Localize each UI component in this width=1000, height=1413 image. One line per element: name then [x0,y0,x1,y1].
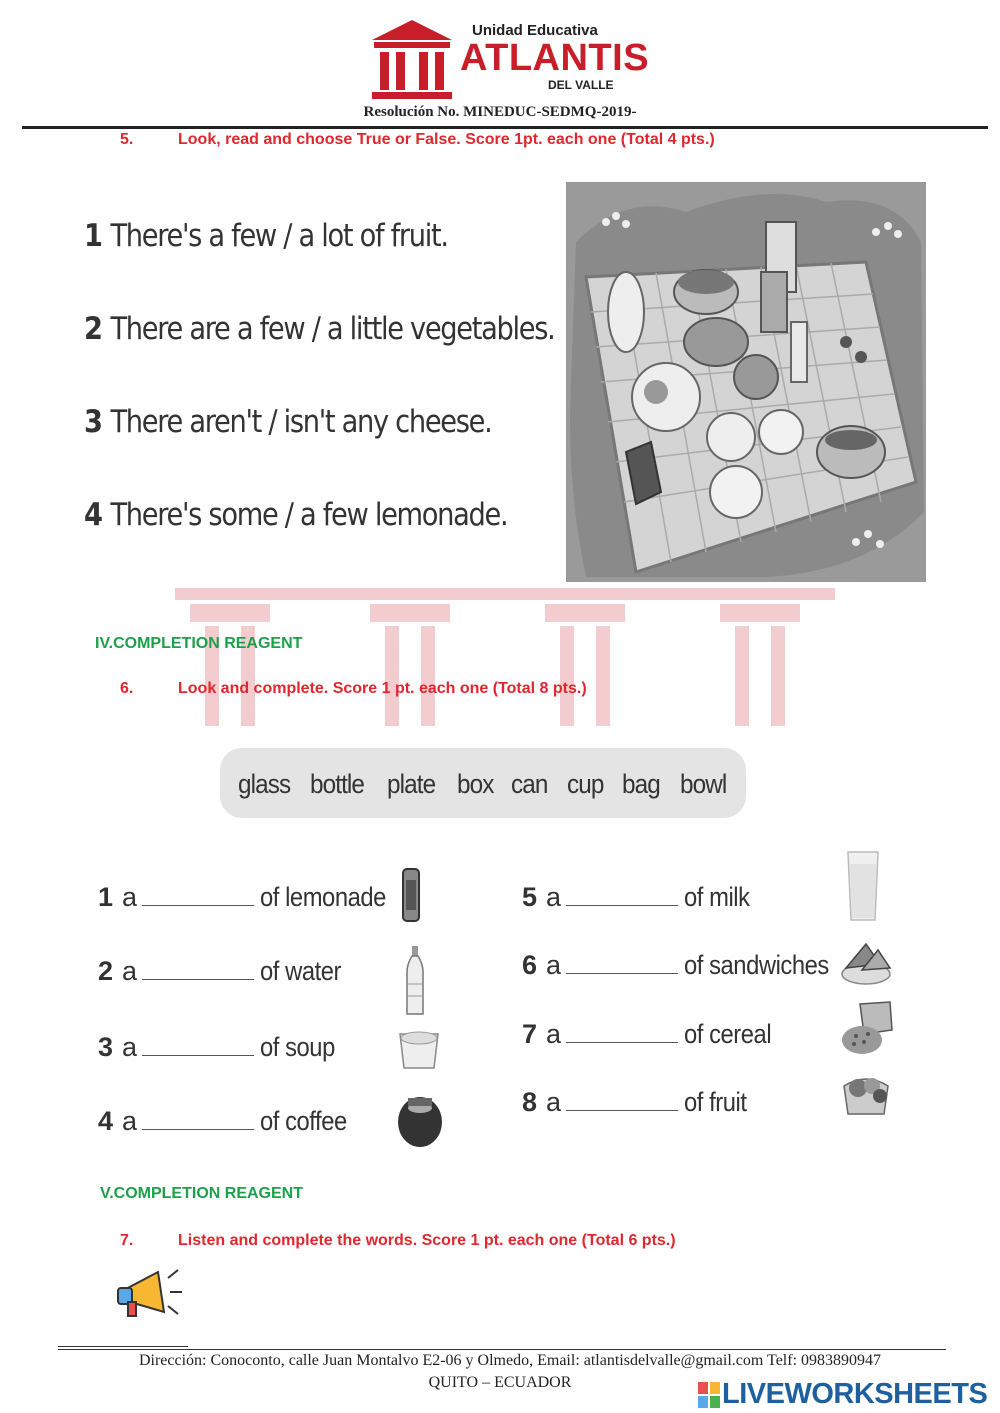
school-subname: DEL VALLE [548,78,614,92]
header-divider [22,126,988,129]
completion-item-1 [98,882,403,913]
sentence-text: There are a few / a little vegetables. [110,311,555,347]
item-article: a [546,1019,561,1049]
item-number: 7 [522,1019,537,1049]
section-4-title: IV.COMPLETION REAGENT [95,635,303,652]
item-article: a [122,1106,137,1136]
item-number: 6 [522,950,537,980]
school-type: Unidad Educativa [472,22,598,39]
completion-item-2 [98,956,352,987]
exercise-5-text: Look, read and choose True or False. Score 1pt. each one (Total 4 pts.) [178,131,715,148]
megaphone-icon[interactable] [114,1262,184,1324]
bottle-icon [404,944,426,1018]
answer-blank-1[interactable] [142,885,254,906]
exercise-6-instruction [120,680,587,698]
answer-blank-3[interactable] [142,1035,254,1056]
item-article: a [122,1032,137,1062]
exercise-6-text: Look and complete. Score 1 pt. each one (Total 8 pts.) [178,680,587,697]
sentence-text: There's some / a few lemonade. [110,497,508,533]
word-bank-item: box [457,769,494,799]
exercise-6-number: 6. [120,680,134,697]
item-phrase: of coffee [260,1106,347,1136]
item-phrase: of cereal [684,1019,772,1049]
word-bank-item: can [511,769,548,799]
liveworksheets-brand[interactable]: LIVEWORKSHEETS [722,1378,988,1410]
exercise-7-instruction [120,1232,676,1250]
liveworksheets-logo-icon [697,1381,721,1409]
completion-item-6 [522,950,849,981]
exercise-5-instruction [120,131,715,149]
can-icon [400,866,422,924]
exercise-7-text: Listen and complete the words. Score 1 pt. each one (Total 6 pts.) [178,1232,676,1249]
sentence-2 [84,311,555,347]
school-name: ATLANTIS [460,37,650,79]
sentence-number: 1 [84,218,102,254]
item-phrase: of soup [260,1032,335,1062]
item-number: 1 [98,882,113,912]
footer-divider [58,1349,946,1350]
exercise-5-number: 5. [120,131,134,148]
answer-blank-6[interactable] [566,953,678,974]
word-bank-item: bowl [680,769,727,799]
sentence-4 [84,497,507,533]
word-bank-item: glass [238,769,291,799]
sentence-text: There aren't / isn't any cheese. [110,404,492,440]
item-article: a [546,1087,561,1117]
exercise-7-number: 7. [120,1232,134,1249]
footer-address: Dirección: Conoconto, calle Juan Montalvo E2-06 y Olmedo, Email: atlantisdelvalle@gmail.com Telf: 0983890947 [138,1352,882,1369]
answer-blank-2[interactable] [142,959,254,980]
answer-blank-8[interactable] [566,1090,678,1111]
footer-city: QUITO – ECUADOR [428,1374,572,1391]
item-phrase: of sandwiches [684,950,829,980]
soup-bowl-icon [396,1024,442,1072]
item-article: a [546,882,561,912]
sentence-3 [84,404,491,440]
item-phrase: of water [260,956,342,986]
section-5-title: V.COMPLETION REAGENT [100,1185,303,1202]
item-phrase: of milk [684,882,750,912]
word-bank-item: cup [567,769,604,799]
completion-item-4 [98,1106,359,1137]
sentence-number: 4 [84,497,102,533]
fruit-bag-icon [838,1068,894,1118]
item-article: a [546,950,561,980]
cereal-box-icon [840,1000,894,1056]
item-number: 5 [522,882,537,912]
sandwich-plate-icon [840,938,892,986]
sentence-number: 2 [84,311,102,347]
completion-item-3 [98,1032,345,1063]
school-logo-icon [370,18,454,102]
sentence-1 [84,218,448,254]
sentence-text: There's a few / a lot of fruit. [110,218,448,254]
word-bank [220,748,746,818]
item-number: 2 [98,956,113,986]
item-number: 8 [522,1087,537,1117]
resolution-number: Resolución No. MINEDUC-SEDMQ-2019- [363,104,637,120]
item-phrase: of lemonade [260,882,386,912]
coffee-cup-icon [394,1088,446,1150]
completion-item-5 [522,882,759,913]
item-number: 4 [98,1106,113,1136]
picnic-illustration [566,182,926,582]
footer-divider-short [58,1346,188,1347]
item-article: a [122,882,137,912]
answer-blank-4[interactable] [142,1109,254,1130]
word-bank-item: bottle [310,769,365,799]
watermark-columns-icon [175,588,835,728]
answer-blank-5[interactable] [566,885,678,906]
word-bank-item: bag [622,769,660,799]
item-phrase: of fruit [684,1087,747,1117]
completion-item-7 [522,1019,783,1050]
item-number: 3 [98,1032,113,1062]
completion-item-8 [522,1087,755,1118]
sentence-number: 3 [84,404,102,440]
milk-glass-icon [846,850,880,922]
word-bank-item: plate [387,769,436,799]
answer-blank-7[interactable] [566,1022,678,1043]
item-article: a [122,956,137,986]
